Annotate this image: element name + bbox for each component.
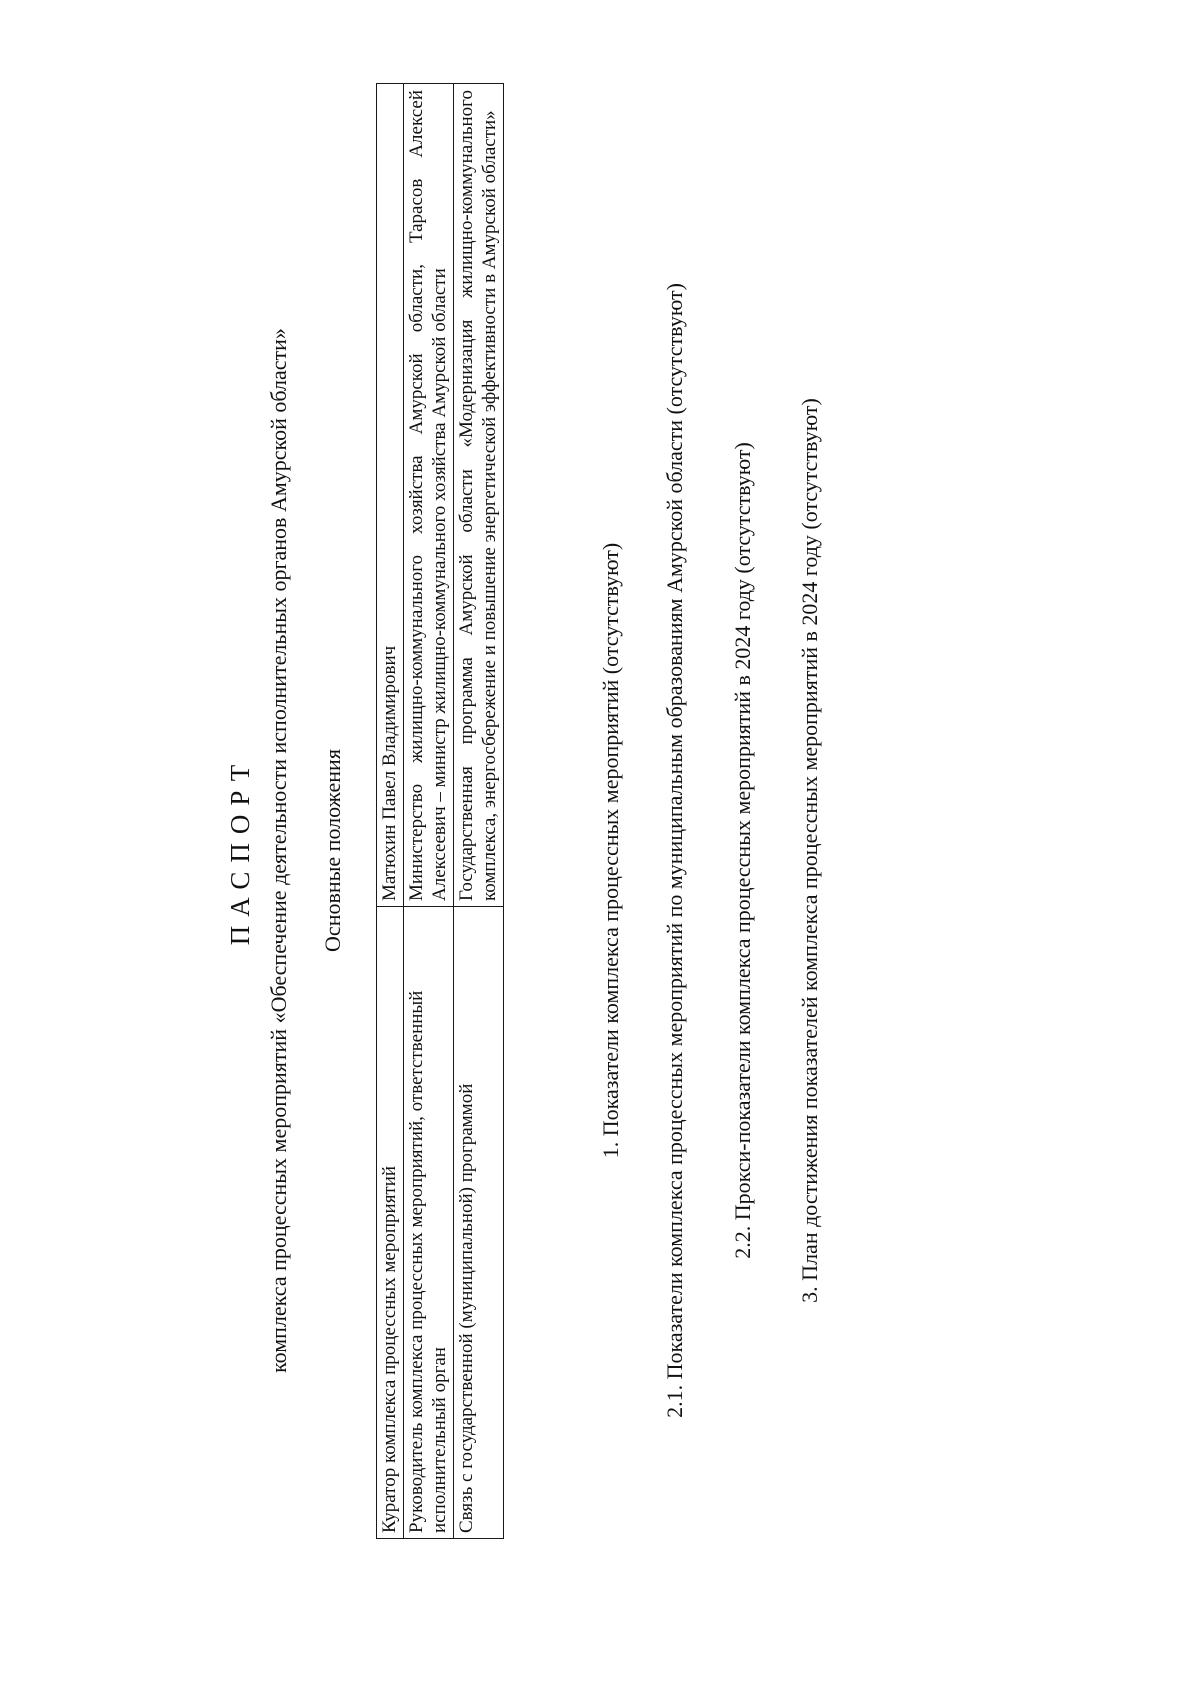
program-link-value: Государственная программа Амурской области «Модернизация жилищно-коммунального комплекса, энергосбережение и повышение энергетической эффективности в Амурской области»: [454, 84, 504, 907]
curator-value: Матюхин Павел Владимирович: [377, 84, 404, 907]
main-provisions-table: [376, 83, 504, 1539]
document-subtitle: комплекса процессных мероприятий «Обеспечение деятельности исполнительных органов Амурской области»: [266, 328, 291, 1373]
table-row: [404, 84, 454, 1539]
head-label: Руководитель комплекса процессных мероприятий, ответственный исполнительный орган: [404, 907, 454, 1539]
section-achievement-plan: 3. План достижения показателей комплекса процессных мероприятий в 2024 году (отсутствуют): [797, 398, 822, 1303]
table-row: [454, 84, 504, 1539]
table-row: [377, 84, 404, 1539]
section-proxy-indicators: 2.2. Прокси-показатели комплекса процессных мероприятий в 2024 году (отсутствуют): [730, 442, 755, 1259]
section-indicators-by-municipality: 2.1. Показатели комплекса процессных мероприятий по муниципальным образованиям Амурской области (отсутствуют): [662, 283, 687, 1418]
head-value: Министерство жилищно-коммунального хозяйства Амурской области, Тарасов Алексей Алексеевич – министр жилищно-коммунального хозяйства Амурской области: [404, 84, 454, 907]
section-indicators: 1. Показатели комплекса процессных мероприятий (отсутствуют): [598, 542, 623, 1159]
main-provisions-heading: Основные положения: [320, 749, 345, 952]
document-title: ПАСПОРТ: [225, 755, 255, 946]
curator-label: Куратор комплекса процессных мероприятий: [377, 907, 404, 1539]
program-link-label: Связь с государственной (муниципальной) программой: [454, 907, 504, 1539]
